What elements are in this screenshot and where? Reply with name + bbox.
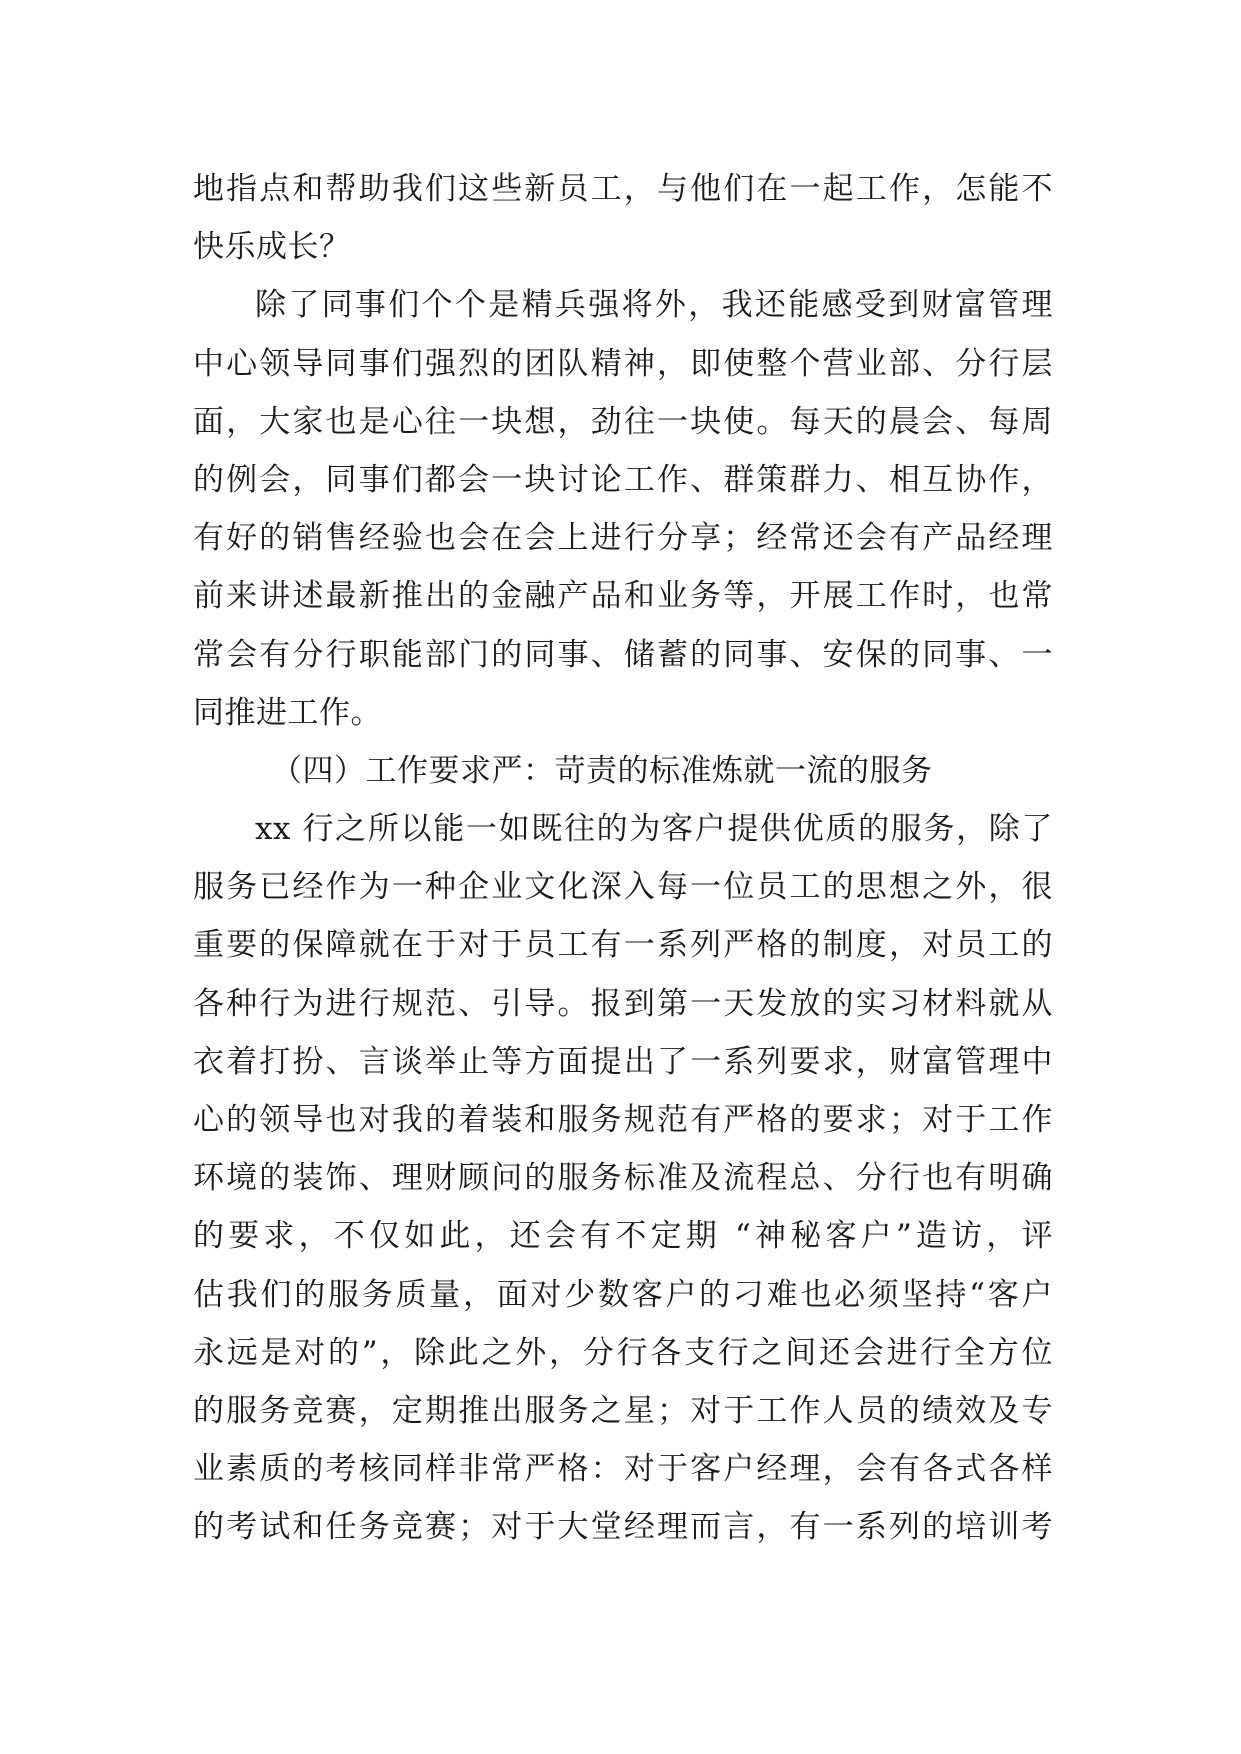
text-line: 面，大家也是心往一块想，劲往一块使。每天的晨会、每周 <box>193 403 1053 440</box>
text-line: 同推进工作。 <box>193 694 382 731</box>
text-line: 常会有分行职能部门的同事、储蓄的同事、安保的同事、一 <box>193 636 1053 673</box>
text-line: 各种行为进行规范、引导。报到第一天发放的实习材料就从 <box>193 985 1053 1022</box>
text-line: 重要的保障就在于对于员工有一系列严格的制度，对员工的 <box>193 927 1053 964</box>
text-line: xx 行之所以能一如既往的为客户提供优质的服务，除了 <box>255 811 1053 848</box>
text-line: 中心领导同事们强烈的团队精神，即使整个营业部、分行层 <box>193 345 1053 382</box>
section-heading-text: （四）工作要求严：苛责的标准炼就一流的服务 <box>271 752 933 789</box>
text-line: 的例会，同事们都会一块讨论工作、群策群力、相互协作， <box>193 461 1053 498</box>
document-body <box>193 160 1053 1557</box>
text-line: 的要求，不仅如此，还会有不定期 “神秘客户”造访，评 <box>193 1218 1053 1255</box>
text-line: 衣着打扮、言谈举止等方面提出了一系列要求，财富管理中 <box>193 1043 1053 1080</box>
text-line: 快乐成长？ <box>193 229 351 266</box>
paragraph-strict-requirements <box>193 800 1053 1556</box>
paragraph-team-spirit <box>193 276 1053 742</box>
text-line: 的考试和任务竞赛；对于大堂经理而言，有一系列的培训考 <box>193 1509 1053 1546</box>
paragraph-continued <box>193 160 1053 276</box>
text-line: 前来讲述最新推出的金融产品和业务等，开展工作时，也常 <box>193 578 1053 615</box>
text-line: 地指点和帮助我们这些新员工，与他们在一起工作，怎能不 <box>193 171 1053 207</box>
text-line: 业素质的考核同样非常严格：对于客户经理，会有各式各样 <box>193 1451 1053 1488</box>
text-line: 有好的销售经验也会在会上进行分享；经常还会有产品经理 <box>193 520 1053 557</box>
text-line: 除了同事们个个是精兵强将外，我还能感受到财富管理 <box>255 287 1053 324</box>
text-line: 永远是对的”，除此之外，分行各支行之间还会进行全方位 <box>193 1334 1053 1371</box>
text-line: 的服务竞赛，定期推出服务之星；对于工作人员的绩效及专 <box>193 1392 1053 1429</box>
section-heading <box>193 742 1053 800</box>
text-line: 环境的装饰、理财顾问的服务标准及流程总、分行也有明确 <box>193 1160 1053 1197</box>
text-line: 估我们的服务质量，面对少数客户的刁难也必须坚持“客户 <box>193 1276 1053 1313</box>
text-line: 服务已经作为一种企业文化深入每一位员工的思想之外，很 <box>193 869 1053 906</box>
text-line: 心的领导也对我的着装和服务规范有严格的要求；对于工作 <box>193 1102 1053 1138</box>
